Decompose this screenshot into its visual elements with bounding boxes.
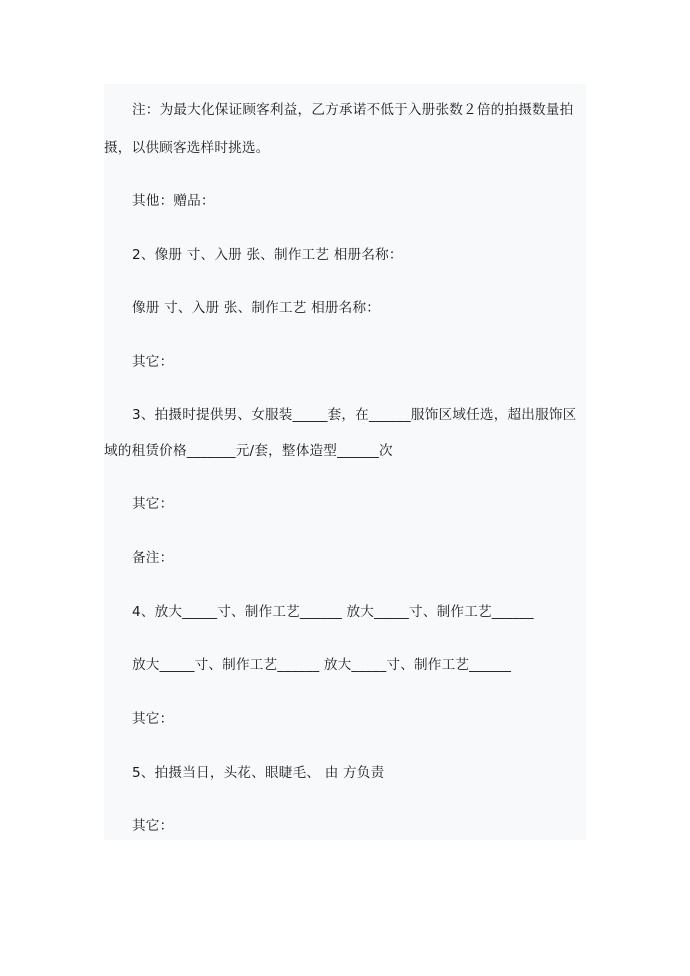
other-line-3: 其它： — [132, 711, 174, 727]
enlarge-item-4-line-1: 4、放大_____寸、制作工艺______ 放大_____寸、制作工艺______ — [132, 604, 534, 620]
other-line-2: 其它： — [132, 496, 174, 512]
clothing-item-3-line-1: 3、拍摄时提供男、女服装_____套，在______服饰区域任选，超出服饰区 — [132, 407, 577, 423]
album-second-line: 像册 寸、入册 张、制作工艺 相册名称： — [132, 300, 381, 316]
album-item-2-line: 2、像册 寸、入册 张、制作工艺 相册名称： — [132, 247, 403, 263]
other-line-1: 其它： — [132, 354, 174, 370]
remarks-line: 备注： — [132, 550, 174, 566]
other-gift-line: 其他：赠品： — [132, 193, 215, 209]
other-line-4: 其它： — [132, 818, 174, 834]
note-line-1: 注：为最大化保证顾客利益，乙方承诺不低于入册张数２倍的拍摄数量拍 — [132, 102, 574, 118]
shoot-day-item-5-line: 5、拍摄当日，头花、眼睫毛、 由 方负责 — [132, 765, 385, 781]
clothing-item-3-line-2: 域的租赁价格_______元/套，整体造型______次 — [104, 443, 393, 459]
note-line-2: 摄，以供顾客选样时挑选。 — [104, 140, 270, 156]
enlarge-item-4-line-2: 放大_____寸、制作工艺______ 放大_____寸、制作工艺______ — [132, 657, 512, 673]
